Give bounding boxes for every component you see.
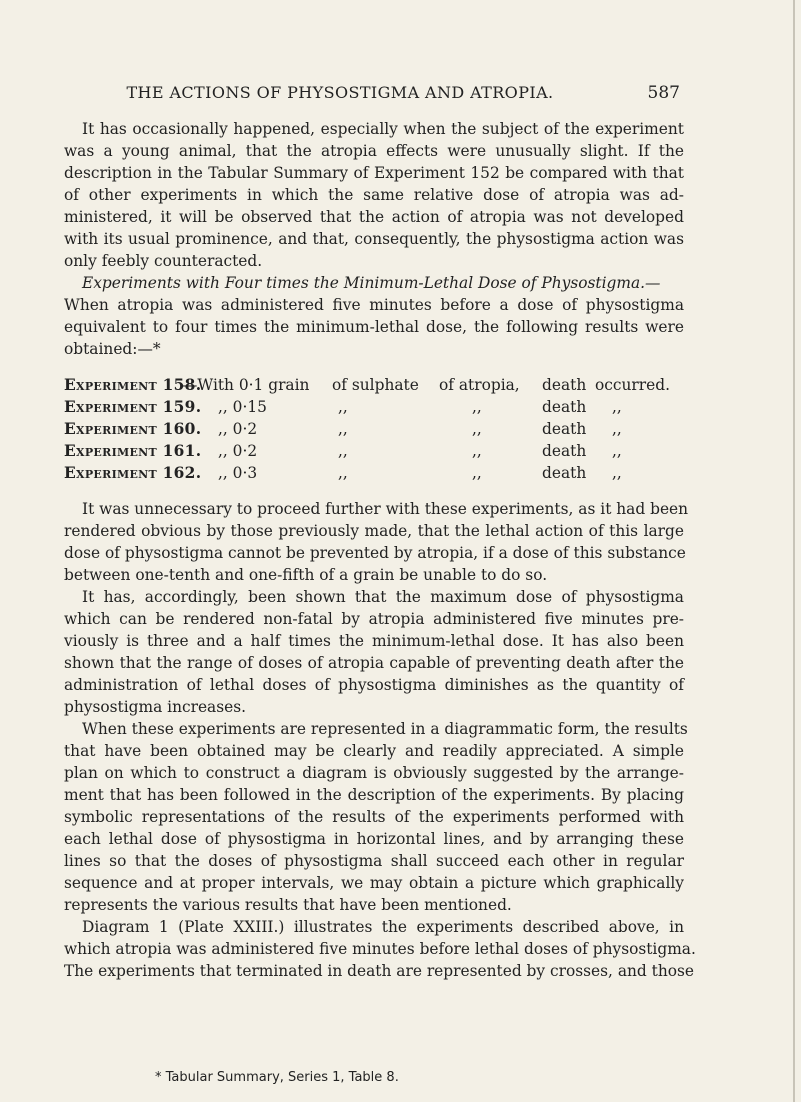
text-line: each lethal dose of physostigma in horizontal lines, and by arranging these: [64, 830, 684, 848]
page-edge-shadow: [793, 0, 795, 1102]
experiment-tail: ,,: [612, 398, 622, 416]
experiment-name: Experiment 158.: [64, 376, 202, 394]
experiment-drug: of atropia,: [439, 376, 520, 394]
text-line: When atropia was administered five minutes before a dose of physostigma: [64, 296, 684, 314]
experiment-tail: occurred.: [595, 376, 670, 394]
text-line: plan on which to construct a diagram is obviously suggested by the arrange-: [64, 764, 684, 782]
experiment-salt: ,,: [338, 420, 348, 438]
experiments-list: [64, 376, 764, 486]
experiment-dose: —With 0·1 grain: [182, 376, 310, 394]
running-title: THE ACTIONS OF PHYSOSTIGMA AND ATROPIA.: [126, 83, 554, 102]
experiment-row: [64, 464, 764, 486]
experiment-row: [64, 420, 764, 442]
experiment-drug: ,,: [472, 464, 482, 482]
text-line: that have been obtained may be clearly and readily appreciated. A simple: [64, 742, 684, 760]
text-line: The experiments that terminated in death are represented by crosses, and those: [64, 962, 695, 980]
text-line: ministered, it will be observed that the action of atropia was not developed: [64, 208, 684, 226]
experiment-salt: ,,: [338, 398, 348, 416]
text-line: It has occasionally happened, especially when the subject of the experiment: [82, 120, 684, 138]
experiment-tail: ,,: [612, 420, 622, 438]
experiment-salt: ,,: [338, 442, 348, 460]
text-line: viously is three and a half times the minimum-lethal dose. It has also been: [64, 632, 684, 650]
paragraph-5: [64, 718, 688, 916]
text-line: which atropia was administered five minutes before lethal doses of physostigma.: [64, 940, 696, 958]
paragraph-3: [64, 498, 689, 586]
experiment-salt: of sulphate: [332, 376, 419, 394]
experiment-result: death: [542, 398, 587, 416]
experiment-name: Experiment 162.: [64, 464, 202, 482]
experiment-drug: ,,: [472, 442, 482, 460]
paragraph-2: [64, 272, 684, 360]
experiment-row: [64, 398, 764, 420]
text-line: which can be rendered non-fatal by atropia administered five minutes pre-: [64, 610, 684, 628]
experiment-drug: ,,: [472, 420, 482, 438]
paragraph-6: [64, 916, 696, 982]
text-line: Diagram 1 (Plate XXIII.) illustrates the experiments described above, in: [82, 918, 684, 936]
text-line: obtained:—*: [64, 340, 161, 358]
text-line: ment that has been followed in the description of the experiments. By placing: [64, 786, 684, 804]
experiment-row: [64, 442, 764, 464]
experiment-tail: ,,: [612, 464, 622, 482]
text-line: only feebly counteracted.: [64, 252, 263, 270]
paragraph-4: [64, 586, 684, 718]
text-line: dose of physostigma cannot be prevented by atropia, if a dose of this substance: [64, 544, 686, 562]
text-line: lines so that the doses of physostigma shall succeed each other in regular: [64, 852, 684, 870]
experiment-tail: ,,: [612, 442, 622, 460]
text-line: description in the Tabular Summary of Experiment 152 be compared with that: [64, 164, 684, 182]
text-line: was a young animal, that the atropia effects were unusually slight. If the: [64, 142, 684, 160]
experiment-dose: ,, 0·2: [218, 420, 258, 438]
text-line: administration of lethal doses of physostigma diminishes as the quantity of: [64, 676, 684, 694]
experiment-dose: ,, 0·15: [218, 398, 267, 416]
text-line: shown that the range of doses of atropia capable of preventing death after the: [64, 654, 684, 672]
text-line: It was unnecessary to proceed further with these experiments, as it had been: [82, 500, 689, 518]
running-header: [60, 83, 680, 111]
experiment-result: death: [542, 420, 587, 438]
text-line: between one-tenth and one-fifth of a grain be unable to do so.: [64, 566, 548, 584]
paragraph-1: [64, 118, 684, 272]
experiment-dose: ,, 0·3: [218, 464, 258, 482]
page-number: 587: [647, 83, 680, 103]
experiment-dose: ,, 0·2: [218, 442, 258, 460]
text-line: rendered obvious by those previously made, that the lethal action of this large: [64, 522, 684, 540]
text-line: symbolic representations of the results of the experiments performed with: [64, 808, 684, 826]
text-line: physostigma increases.: [64, 698, 247, 716]
text-line: represents the various results that have been mentioned.: [64, 896, 512, 914]
experiment-salt: ,,: [338, 464, 348, 482]
experiment-name: Experiment 159.: [64, 398, 202, 416]
text-line: equivalent to four times the minimum-lethal dose, the following results were: [64, 318, 684, 336]
text-line: When these experiments are represented in a diagrammatic form, the results: [82, 720, 688, 738]
experiment-result: death: [542, 464, 587, 482]
section-heading: Experiments with Four times the Minimum-Lethal Dose of Physostigma.—: [82, 274, 661, 292]
experiment-result: death: [542, 376, 587, 394]
text-line: of other experiments in which the same relative dose of atropia was ad-: [64, 186, 684, 204]
experiment-row: [64, 376, 764, 398]
experiment-drug: ,,: [472, 398, 482, 416]
text-line: with its usual prominence, and that, consequently, the physostigma action was: [64, 230, 684, 248]
text-line: sequence and at proper intervals, we may obtain a picture which graphically: [64, 874, 684, 892]
text-line: It has, accordingly, been shown that the maximum dose of physostigma: [82, 588, 684, 606]
footnote: * Tabular Summary, Series 1, Table 8.: [155, 1070, 399, 1085]
experiment-name: Experiment 161.: [64, 442, 202, 460]
experiment-result: death: [542, 442, 587, 460]
experiment-name: Experiment 160.: [64, 420, 202, 438]
